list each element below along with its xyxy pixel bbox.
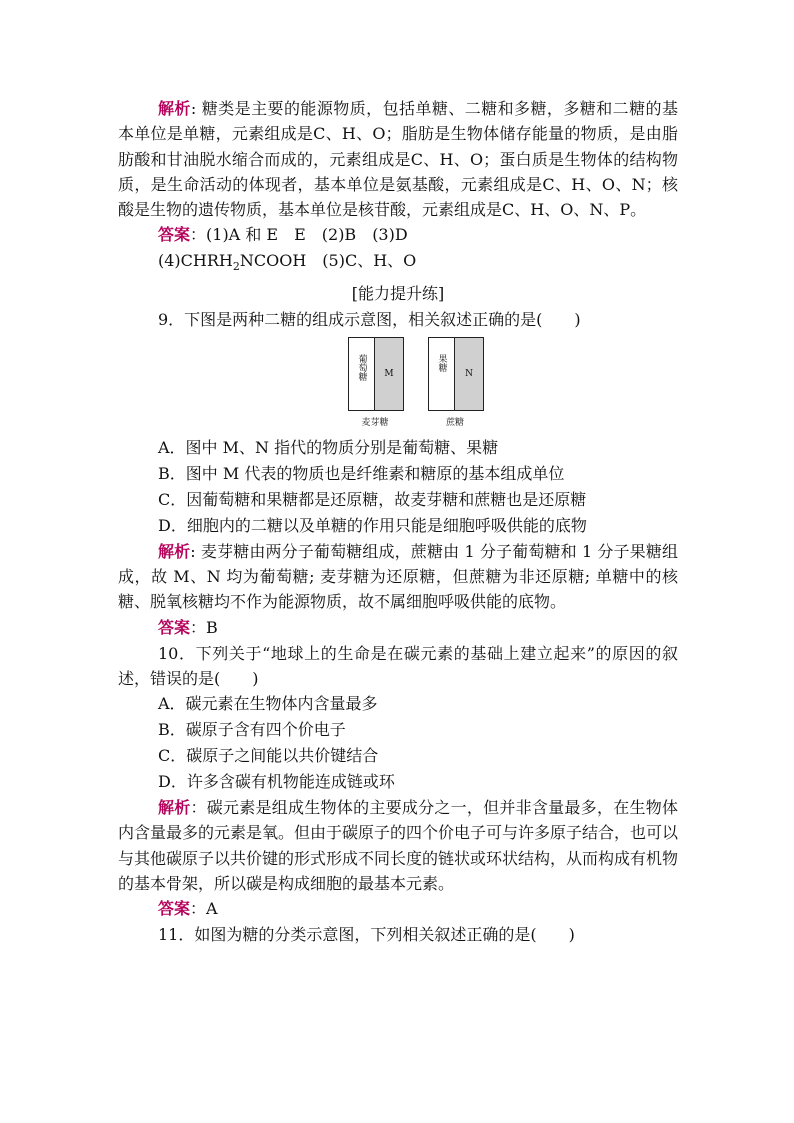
q9-option-a: A．图中 M、N 指代的物质分别是葡萄糖、果糖	[158, 437, 499, 457]
page-content	[118, 96, 678, 948]
q10-answer: 答案：A	[158, 899, 218, 919]
q10-option-b: B．碳原子含有四个价电子	[158, 720, 346, 740]
sucrose-caption: 蔗糖	[445, 417, 464, 428]
maltose-box	[348, 337, 404, 411]
n-label: N	[455, 338, 483, 410]
m-label: M	[375, 338, 403, 410]
q9-option-c: C．因葡萄糖和果糖都是还原糖，故麦芽糖和蔗糖也是还原糖	[158, 489, 587, 509]
disaccharide-diagram	[118, 335, 678, 435]
q10-option-a: A．碳元素在生物体内含量最多	[158, 694, 378, 714]
q10-analysis: 解析：碳元素是组成生物体的主要成分之一，但并非含量最多，在生物体内含量最多的元素是氧。但由于碳原子的四个价电子可与许多原子结合，也可以与其他碳原子以共价键的形式形成不同长度的链状或环状结构，从而构成有机物的基本骨架，所以碳是构成细胞的最基本元素。	[118, 798, 679, 894]
maltose-caption: 麦芽糖	[361, 417, 389, 428]
answer-line-2: $(4)CHRH_2NCOOH$ (5)C、H、O	[158, 251, 417, 274]
q9-analysis: 解析: 麦芽糖由两分子葡萄糖组成，蔗糖由 1 分子葡萄糖和 1 分子果糖组成，故 M、N 均为葡萄糖; 麦芽糖为还原糖，但蔗糖为非还原糖; 单糖中的核糖、脱氧核糖均不作为能源物质，故不属细胞呼吸供能的底物。	[118, 541, 678, 612]
q9-option-d: D．细胞内的二糖以及单糖的作用只能是细胞呼吸供能的底物	[158, 515, 587, 535]
section-title: [能力提升练]	[351, 283, 445, 303]
sucrose-box	[428, 337, 484, 411]
question-11-stem: 11．如图为糖的分类示意图，下列相关叙述正确的是( )	[158, 925, 575, 945]
glucose-label: 葡萄糖	[356, 353, 367, 381]
q10-option-c: C．碳原子之间能以共价键结合	[158, 746, 379, 766]
q9-option-b: B．图中 M 代表的物质也是纤维素和糖原的基本组成单位	[158, 463, 565, 483]
fructose-label: 果糖	[436, 353, 447, 372]
analysis-text: : 糖类是主要的能源物质，包括单糖、二糖和多糖，多糖和二糖的基本单位是单糖，元素组成是C、H、O；脂肪是生物体储存能量的物质，是由脂肪酸和甘油脱水缩合而成的，元素组成是C、H、O；蛋白质是生物体的结构物质，是生命活动的体现者，基本单位是氨基酸，元素组成是C、H、O、N；核酸是生物的遗传物质，基本单位是核苷酸，元素组成是C、H、O、N、P。	[118, 99, 678, 220]
question-9-stem: 9．下图是两种二糖的组成示意图，相关叙述正确的是( )	[158, 309, 581, 329]
q9-answer: 答案：B	[158, 617, 218, 637]
answer-line-1: 答案：(1)A 和 E E (2)B (3)D	[158, 225, 408, 245]
answer-label: 答案	[158, 225, 191, 245]
question-10-stem: 10．下列关于“地球上的生命是在碳元素的基础上建立起来”的原因的叙述，错误的是( )	[118, 643, 678, 688]
analysis-paragraph-q8	[118, 96, 678, 222]
analysis-label: 解析	[158, 99, 191, 118]
q10-option-d: D．许多含碳有机物能连成链或环	[158, 772, 395, 792]
